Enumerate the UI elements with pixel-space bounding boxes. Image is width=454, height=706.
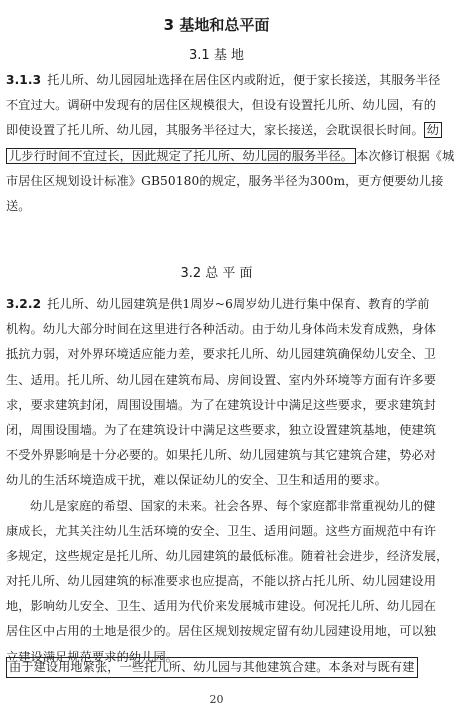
text-line: 康成长，尤其关注幼儿生活环境的安全、卫生、适用问题。这些方面规范中有许 [6,523,437,538]
text-line: 闭，周围设围墙。为了在建筑设计中满足这些要求，独立设置建筑基地，使建筑 [6,422,437,437]
text-span: 本次修订根据《城 [356,148,454,163]
text-line: 抵抗力弱，对外界环境适应能力差，要求托儿所、幼儿园建筑确保幼儿安全、卫 [6,347,437,362]
section-title-3-2: 3.2 总 平 面 [180,266,253,281]
text-line: 求，要求建筑封闭，周围设围墙。为了在建筑设计中满足这些要求，要求建筑封 [6,397,437,412]
text-line [6,118,440,143]
text-line: 地，影响幼儿安全、卫生、适用为代价来发展城市建设。何况托儿所、幼儿园在 [6,599,437,614]
revised-text-box: 由于建设用地紧张，一些托儿所、幼儿园与其他建筑合建。本条对与既有建 [6,657,418,678]
text-line [6,68,441,93]
text-line [6,655,427,680]
text-line: 不宜过大。调研中发现有的居住区规模很大，但设有设置托儿所、幼儿园，有的 [6,98,437,113]
text-line [6,292,430,317]
clause-number: 3.1.3 [6,73,42,87]
text-line: 生、适用。托儿所、幼儿园在建筑布局、房间设置、室内外环境等方面有许多要 [6,372,437,387]
text-line: 幼儿的生活环境造成干扰，难以保证幼儿的安全、卫生和适用的要求。 [6,473,387,488]
revised-text-box: 幼 [424,122,442,138]
clause-3-1-3 [6,68,454,219]
text-line: 送。 [6,198,31,213]
section-title-3-1: 3.1 基 地 [189,48,244,63]
page-number: 20 [209,693,224,706]
text-line: 市居住区规划设计标准》GB50180的规定，服务半径为300m，更方便要幼儿接 [6,173,444,188]
text-span: 托儿所、幼儿园园址选择在居住区内或附近，便于家长接送，其服务半径 [47,73,441,87]
chapter-title: 3 基地和总平面 [163,16,270,34]
text-line: 幼儿是家庭的希望、国家的未来。社会各界、每个家庭都非常重视幼儿的健 [30,498,436,513]
text-span: 即使设置了托儿所、幼儿园，其服务半径过大，家长接送，会耽误很长时间。 [6,123,424,138]
text-line: 多规定，这些规定是托儿所、幼儿园建筑的最低标准。随着社会进步，经济发展， [6,548,449,563]
text-span: 托儿所、幼儿园建筑是供1周岁~6周岁幼儿进行集中保育、教育的学前 [47,297,430,311]
clause-number: 3.2.2 [6,297,42,311]
paragraph-partial [6,655,427,680]
text-line: 立建设满足规范要求的幼儿园。 [6,649,179,664]
revised-text-box: 儿步行时间不宜过长，因此规定了托儿所、幼儿园的服务半径。 [6,148,356,164]
text-line: 不受外界影响是十分必要的。如果托儿所、幼儿园建筑与其它建筑合建，势必对 [6,448,437,463]
text-line [6,144,454,169]
text-line: 对托儿所、幼儿园建筑的标准要求也应提高，不能以挤占托儿所、幼儿园建设用 [6,574,437,589]
clause-3-2-2 [6,292,449,670]
text-line: 机构。幼儿大部分时间在这里进行各种活动。由于幼儿身体尚未发育成熟，身体 [6,322,437,337]
text-line: 居住区中占用的土地是很少的。居住区规划按规定留有幼儿园建设用地，可以独 [6,624,437,639]
